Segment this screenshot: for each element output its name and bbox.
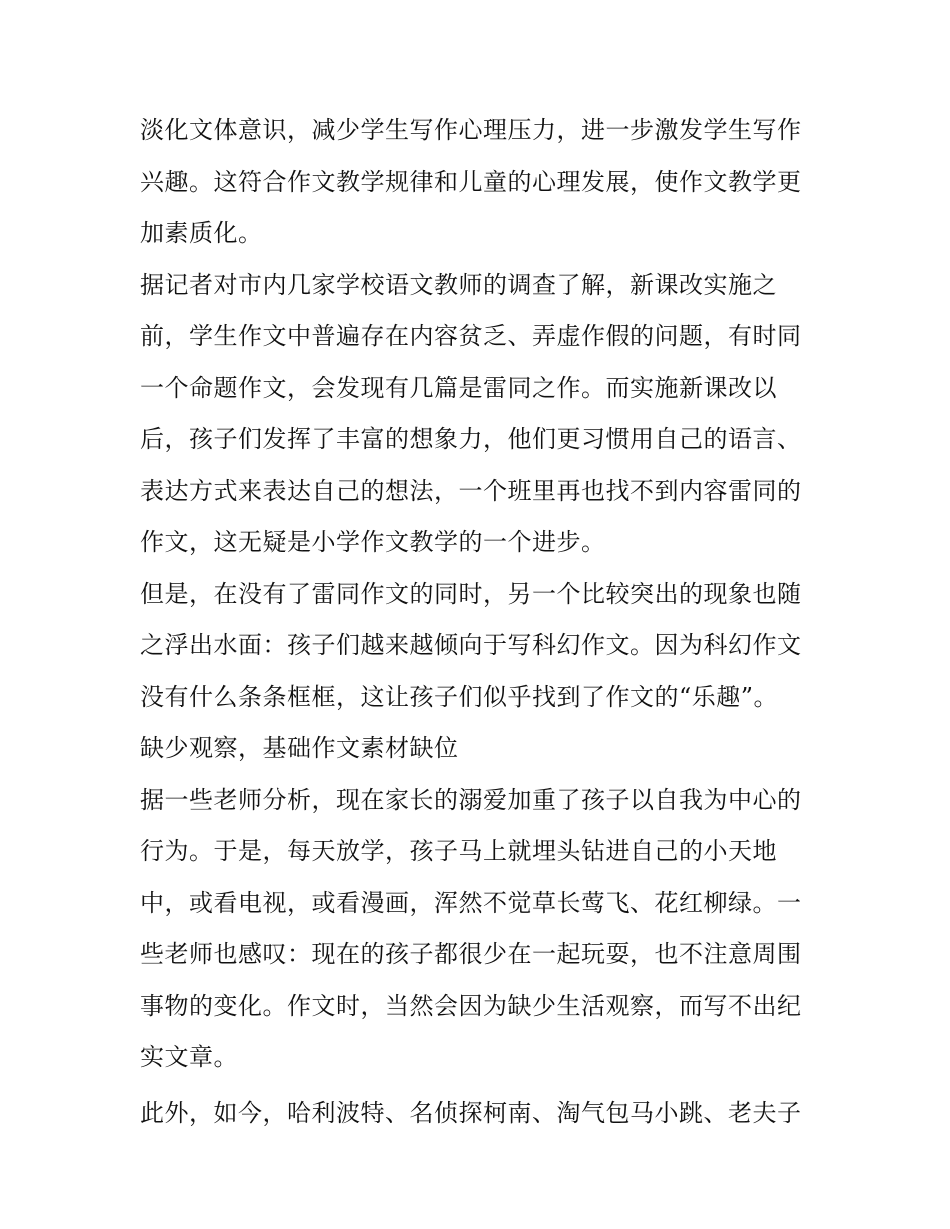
text-line: 兴趣。这符合作文教学规律和儿童的心理发展，使作文教学更 — [140, 167, 802, 196]
text-line: 此外，如今，哈利波特、名侦探柯南、淘气包马小跳、老夫子 — [140, 1098, 802, 1127]
text-line: 加素质化。 — [140, 219, 263, 247]
text-line: 一个命题作文，会发现有几篇是雷同之作。而实施新课改以 — [140, 373, 777, 402]
text-line: 据一些老师分析，现在家长的溺爱加重了孩子以自我为中心的 — [140, 785, 802, 814]
text-line: 表达方式来表达自己的想法，一个班里再也找不到内容雷同的 — [140, 476, 802, 505]
text-line: 实文章。 — [140, 1043, 238, 1071]
section-heading: 缺少观察，基础作文素材缺位 — [140, 734, 459, 762]
text-line: 前，学生作文中普遍存在内容贫乏、弄虚作假的问题，有时同 — [140, 322, 802, 350]
text-line: 淡化文体意识，减少学生写作心理压力，进一步激发学生写作 — [140, 116, 802, 144]
text-line: 中，或看电视，或看漫画，浑然不觉草长莺飞、花红柳绿。一 — [140, 888, 802, 917]
body-text — [140, 105, 820, 1139]
text-line: 事物的变化。作文时，当然会因为缺少生活观察，而写不出纪 — [140, 991, 802, 1020]
text-line: 些老师也感叹：现在的孩子都很少在一起玩耍，也不注意周围 — [140, 940, 802, 968]
text-line: 没有什么条条框框，这让孩子们似乎找到了作文的“乐趣”。 — [140, 682, 779, 711]
text-line: 据记者对市内几家学校语文教师的调查了解，新课改实施之 — [140, 270, 777, 299]
text-line: 但是，在没有了雷同作文的同时，另一个比较突出的现象也随 — [140, 579, 802, 608]
text-line: 行为。于是，每天放学，孩子马上就埋头钻进自己的小天地 — [140, 837, 777, 865]
text-line: 作文，这无疑是小学作文教学的一个进步。 — [140, 528, 606, 556]
text-line: 后，孩子们发挥了丰富的想象力，他们更习惯用自己的语言、 — [140, 425, 802, 453]
text-line: 之浮出水面：孩子们越来越倾向于写科幻作文。因为科幻作文 — [140, 631, 802, 659]
